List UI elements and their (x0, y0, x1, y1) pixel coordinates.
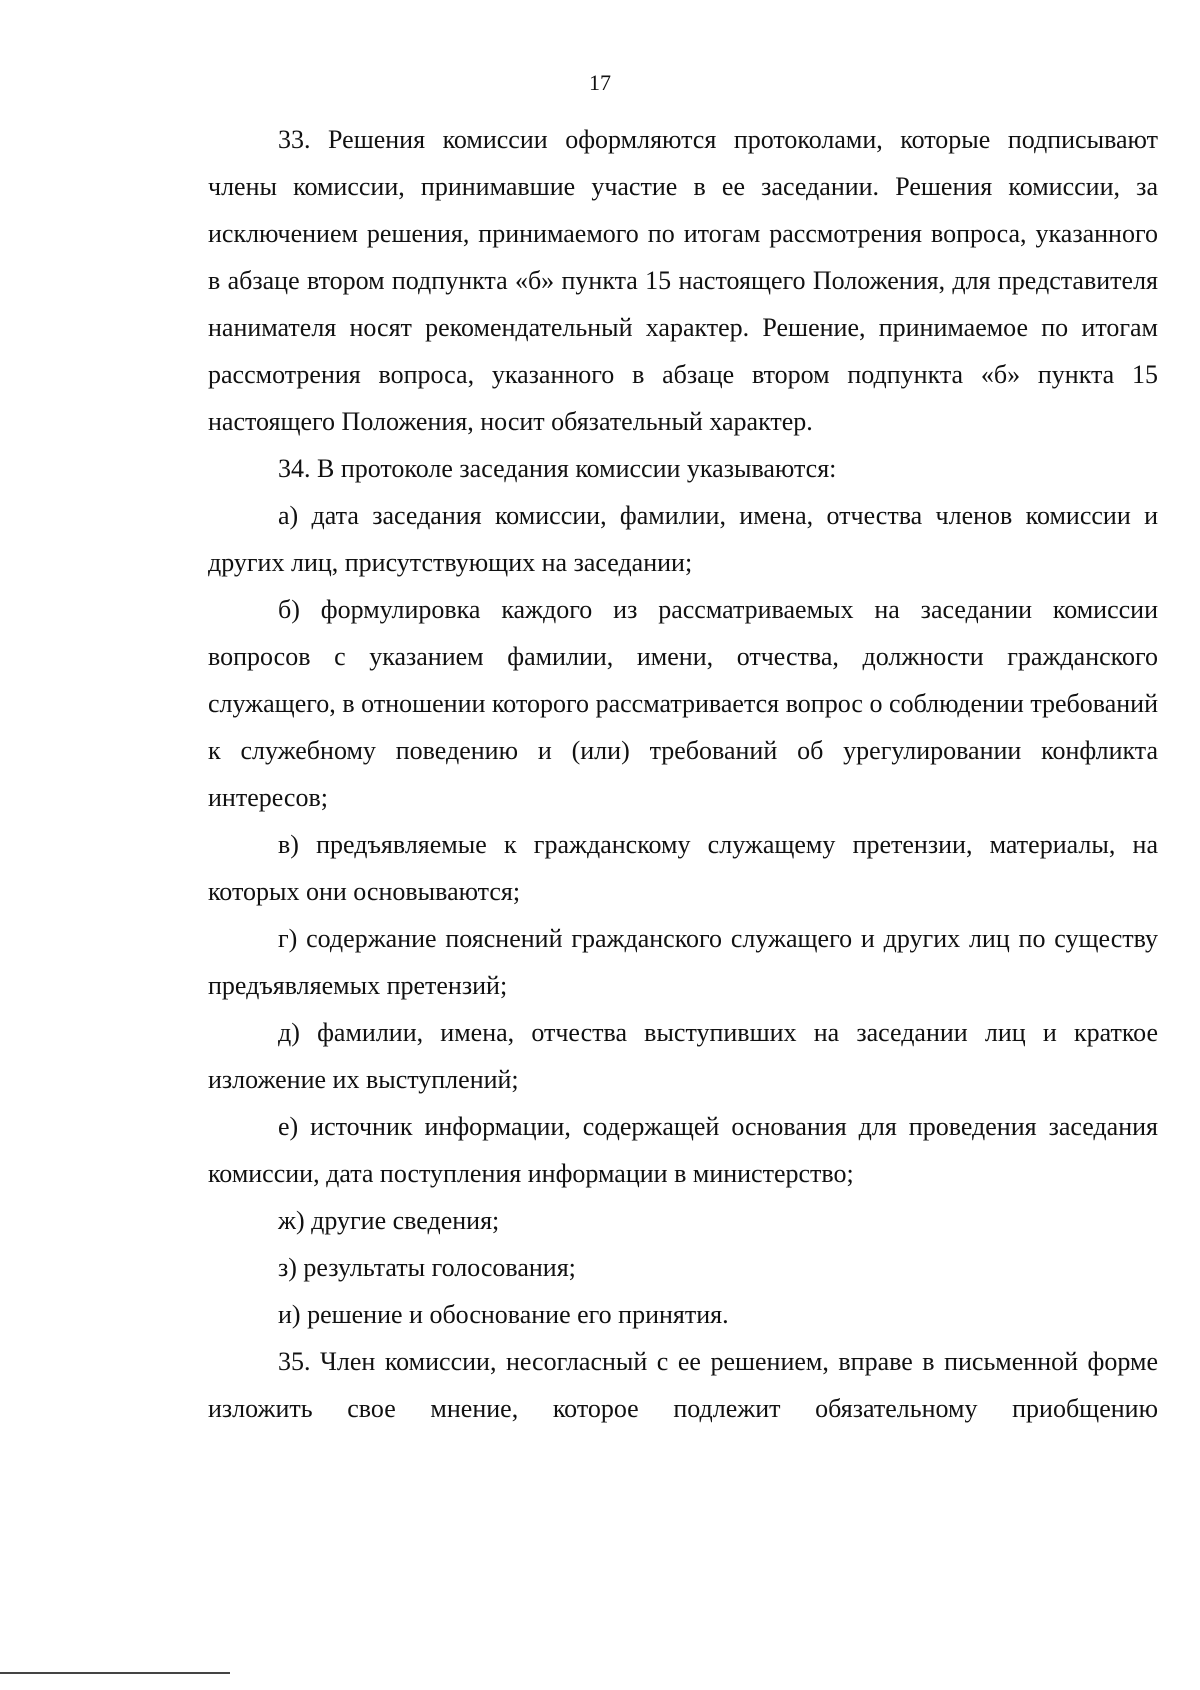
list-item-d: д) фамилии, имена, отчества выступивших на заседании лиц и краткое изложение их выступлений; (208, 1018, 1158, 1094)
list-item-i: и) решение и обоснование его принятия. (278, 1300, 729, 1329)
list-item-a: а) дата заседания комиссии, фамилии, имена, отчества членов комиссии и других лиц, присутствующих на заседании; (208, 501, 1158, 577)
list-item-v: в) предъявляемые к гражданскому служащему претензии, материалы, на которых они основываются; (208, 830, 1158, 906)
list-item-zh: ж) другие сведения; (278, 1206, 500, 1235)
list-item-b: б) формулировка каждого из рассматриваемых на заседании комиссии вопросов с указанием фамилии, имени, отчества, должности гражданского служащего, в отношении которого рассматривается вопрос о соблюдении требований к служебному поведению и (или) требований об урегулировании конфликта интересов; (208, 595, 1158, 812)
paragraph-34: 34. В протоколе заседания комиссии указываются: (278, 454, 837, 483)
paragraph-33: 33. Решения комиссии оформляются протоколами, которые подписывают члены комиссии, принимавшие участие в ее заседании. Решения комиссии, за исключением решения, принимаемого по итогам рассмотрения вопроса, указанного в абзаце втором подпункта «б» пункта 15 настоящего Положения, для представителя нанимателя носят рекомендательный характер. Решение, принимаемое по итогам рассмотрения вопроса, указанного в абзаце втором подпункта «б» пункта 15 настоящего Положения, носит обязательный характер. (208, 125, 1158, 436)
footnote-separator (0, 1672, 230, 1674)
list-item-z: з) результаты голосования; (278, 1253, 576, 1282)
document-body (208, 116, 1158, 1432)
list-item-g: г) содержание пояснений гражданского служащего и других лиц по существу предъявляемых претензий; (208, 924, 1158, 1000)
paragraph-35: 35. Член комиссии, несогласный с ее решением, вправе в письменной форме изложить свое мнение, которое подлежит обязательному приобщению (208, 1347, 1158, 1423)
page-number: 17 (589, 70, 611, 95)
list-item-e: е) источник информации, содержащей основания для проведения заседания комиссии, дата поступления информации в министерство; (208, 1112, 1158, 1188)
